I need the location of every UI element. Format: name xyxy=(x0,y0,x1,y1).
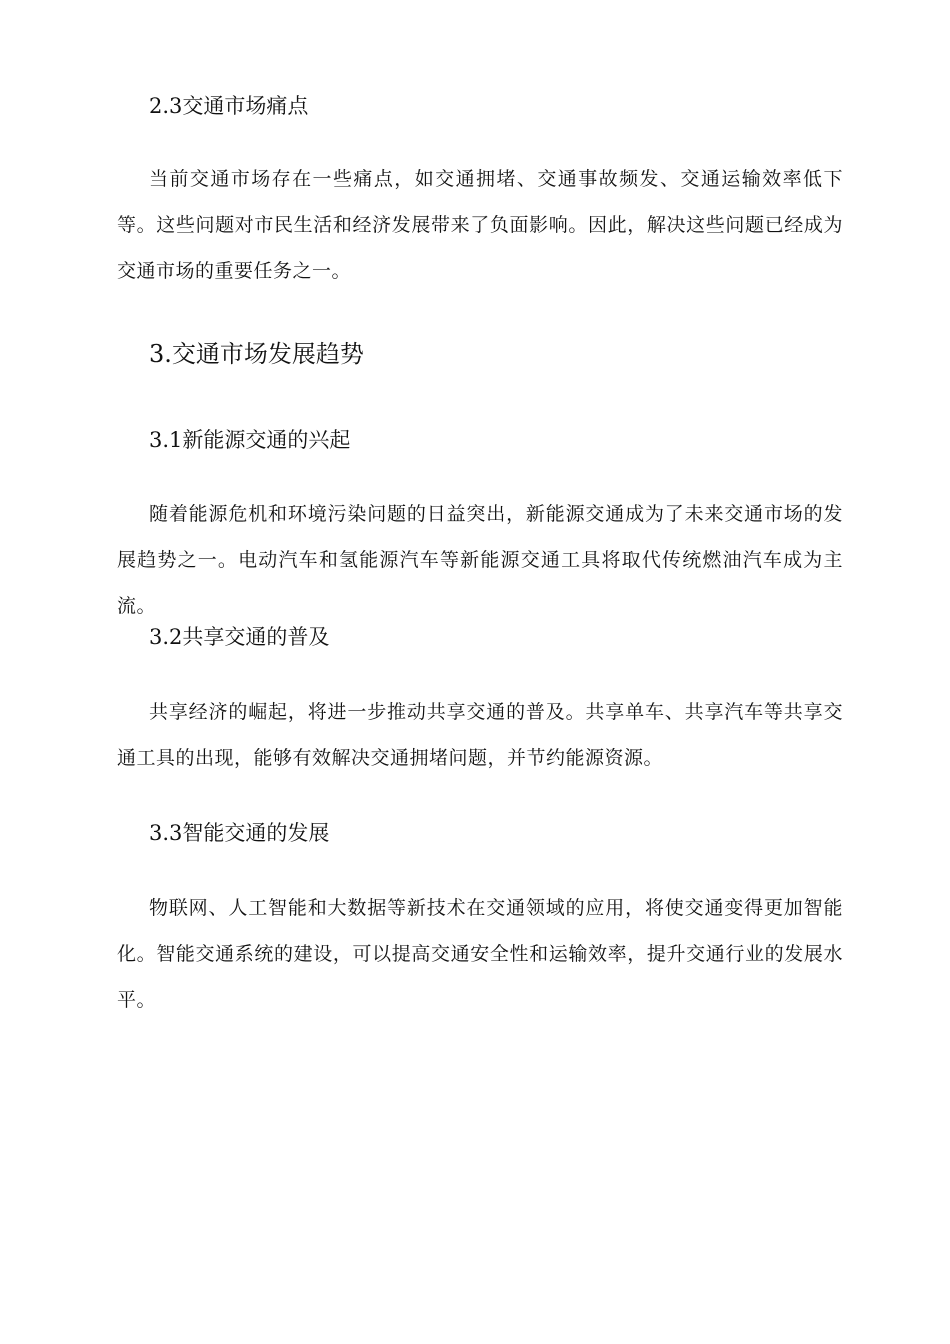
section-heading-3-3: 3.3智能交通的发展 xyxy=(149,821,330,845)
section-paragraph-2-3: 当前交通市场存在一些痛点，如交通拥堵、交通事故频发、交通运输效率低下等。这些问题对市民生活和经济发展带来了负面影响。因此，解决这些问题已经成为交通市场的重要任务之一。 xyxy=(117,168,843,282)
section-paragraph-3-3: 物联网、人工智能和大数据等新技术在交通领域的应用，将使交通变得更加智能化。智能交通系统的建设，可以提高交通安全性和运输效率，提升交通行业的发展水平。 xyxy=(117,897,843,1011)
section-heading-3-2: 3.2共享交通的普及 xyxy=(149,625,330,649)
section-paragraph-3-1: 随着能源危机和环境污染问题的日益突出，新能源交通成为了未来交通市场的发展趋势之一。电动汽车和氢能源汽车等新能源交通工具将取代传统燃油汽车成为主流。 xyxy=(117,503,843,617)
chapter-heading-3: 3.交通市场发展趋势 xyxy=(149,340,364,368)
section-heading-2-3: 2.3交通市场痛点 xyxy=(149,94,309,118)
section-heading-3-1: 3.1新能源交通的兴起 xyxy=(149,428,351,452)
section-paragraph-3-2: 共享经济的崛起，将进一步推动共享交通的普及。共享单车、共享汽车等共享交通工具的出现，能够有效解决交通拥堵问题，并节约能源资源。 xyxy=(117,701,843,769)
